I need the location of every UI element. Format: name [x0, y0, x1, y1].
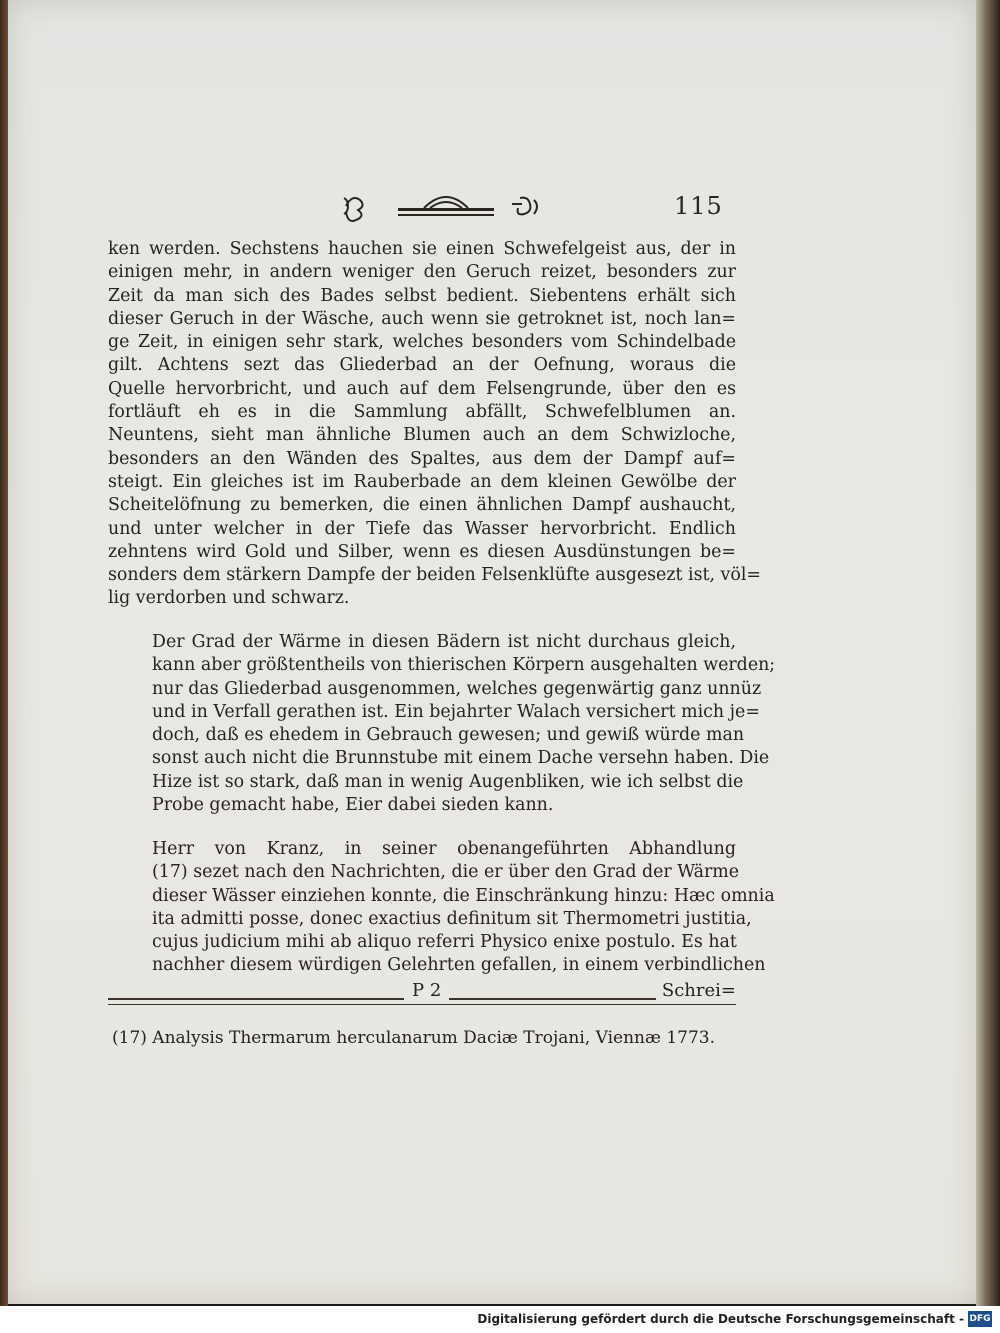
- text-line: nur das Gliederbad ausgenommen, welches gegenwärtig ganz unnüz: [152, 678, 762, 699]
- text-line: und unter welcher in der Tiefe das Wasser hervorbricht. Endlich: [108, 518, 736, 539]
- footer-bar: [0, 1306, 1000, 1333]
- main-text: [108, 238, 776, 976]
- text-line: Neuntens, sieht man ähnliche Blumen auch an dem Schwizloche,: [108, 425, 736, 446]
- text-line: Der Grad der Wärme in diesen Bädern ist nicht durchaus gleich,: [152, 632, 736, 652]
- funding-credit: Digitalisierung gefördert durch die Deutsche Forschungsgemeinschaft -: [477, 1312, 964, 1326]
- text-line: sonders dem stärkern Dampfe der beiden Felsenklüfte ausgesezt ist, völ=: [108, 565, 761, 586]
- text-line: kann aber größtentheils von thierischen Körpern ausgehalten werden;: [152, 655, 776, 676]
- text-line: zehntens wird Gold und Silber, wenn es diesen Ausdünstungen be=: [108, 541, 736, 562]
- book-spine: [0, 0, 8, 1306]
- text-line: dieser Geruch in der Wäsche, auch wenn sie getroknet ist, noch lan=: [108, 308, 736, 329]
- page-edge: [976, 0, 1000, 1306]
- dfg-logo-icon: DFG: [968, 1311, 992, 1327]
- book-page: [8, 0, 976, 1304]
- text-line: Zeit da man sich des Bades selbst bedient. Siebentens erhält sich: [108, 285, 736, 306]
- text-line: (17) sezet nach den Nachrichten, die er über den Grad der Wärme: [152, 862, 740, 883]
- text-line: Scheitelöfnung zu bemerken, die einen ähnlichen Dampf aushaucht,: [108, 495, 736, 516]
- text-line: Herr von Kranz, in seiner obenangeführten Abhandlung: [152, 839, 736, 859]
- text-line: nachher diesem würdigen Gelehrten gefallen, in einem verbindlichen: [152, 955, 766, 976]
- printers-ornament-icon: [336, 188, 552, 224]
- text-line: fortläuft eh es in die Sammlung abfällt, Schwefelblumen an.: [108, 402, 736, 423]
- text-line: sonst auch nicht die Brunnstube mit einem Dache versehn haben. Die: [152, 748, 770, 769]
- footnote: (17) Analysis Thermarum herculanarum Daciæ Trojani, Viennæ 1773.: [112, 1028, 716, 1048]
- page-header: [8, 188, 976, 228]
- text-line: Probe gemacht habe, Eier dabei sieden kann.: [152, 795, 554, 816]
- text-line: Quelle hervorbricht, und auch auf dem Felsengrunde, über den es: [108, 378, 736, 399]
- text-line: Hize ist so stark, daß man in wenig Augenbliken, wie ich selbst die: [152, 771, 744, 792]
- paragraph-3: [108, 838, 775, 978]
- text-line: ken werden. Sechstens hauchen sie einen Schwefelgeist aus, der in: [108, 239, 736, 259]
- signature-line: [108, 980, 736, 1004]
- text-line: cujus judicium mihi ab aliquo referri Physico enixe postulo. Es hat: [152, 932, 737, 953]
- text-line: ita admitti posse, donec exactius definitum sit Thermometri justitia,: [152, 908, 752, 929]
- text-line: besonders an den Wänden des Spaltes, aus dem der Dampf auf=: [108, 448, 736, 469]
- paragraph-2: [108, 631, 776, 817]
- text-line: dieser Wässer einziehen konnte, die Einschränkung hinzu: Hæc omnia: [152, 885, 775, 906]
- text-line: und in Verfall gerathen ist. Ein bejahrter Walach versichert mich je=: [152, 701, 760, 722]
- page-number: 115: [674, 192, 723, 220]
- text-line: gilt. Achtens sezt das Gliederbad an der Oefnung, woraus die: [108, 355, 736, 376]
- text-line: einigen mehr, in andern weniger den Geruch reizet, besonders zur: [108, 262, 736, 283]
- text-line: lig verdorben und schwarz.: [108, 588, 350, 609]
- text-line: steigt. Ein gleiches ist im Rauberbade an dem kleinen Gewölbe der: [108, 471, 736, 492]
- text-line: doch, daß es ehedem in Gebrauch gewesen; und gewiß würde man: [152, 725, 745, 746]
- paragraph-1: [108, 238, 761, 611]
- text-line: ge Zeit, in einigen sehr stark, welches besonders vom Schindelbade: [108, 332, 736, 353]
- catchword: Schrei=: [656, 980, 736, 1001]
- signature-mark: P 2: [404, 980, 449, 1001]
